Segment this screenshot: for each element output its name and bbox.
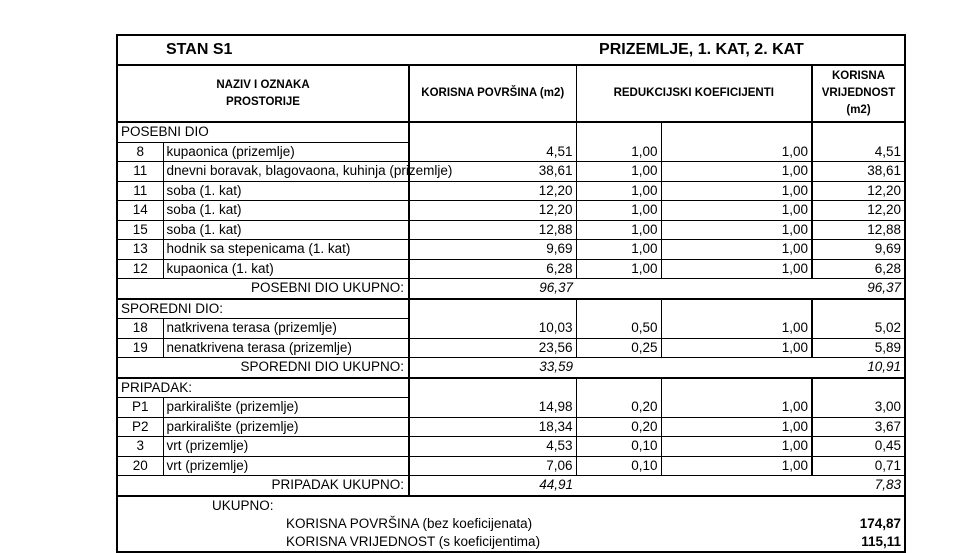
room-area: 4,53 — [409, 437, 576, 457]
table-row — [118, 142, 904, 162]
header-value-line2: VRIJEDNOST — [821, 87, 896, 99]
header-coef: REDUKCIJSKI KOEFICIJENTI — [576, 65, 812, 122]
room-value: 5,89 — [812, 338, 904, 358]
room-name: nenatkrivena terasa (prizemlje) — [166, 339, 352, 355]
room-coef-1: 0,50 — [576, 319, 661, 339]
room-value: 4,51 — [812, 142, 904, 162]
room-area: 38,61 — [409, 162, 576, 182]
room-name: vrt (prizemlje) — [163, 437, 409, 457]
table-row — [118, 437, 904, 457]
grand-total-header-row — [118, 496, 904, 515]
grand-value-label: KORISNA VRIJEDNOST (s koeficijentima) — [286, 533, 541, 549]
room-coef-1: 0,10 — [576, 437, 661, 457]
grand-area-row — [118, 515, 904, 533]
room-area: 7,06 — [409, 456, 576, 476]
room-coef-2: 1,00 — [661, 142, 812, 162]
table-row — [118, 456, 904, 476]
room-name: hodnik sa stepenicama (1. kat) — [163, 240, 409, 260]
room-name: soba (1. kat) — [163, 181, 409, 201]
section-total-row — [118, 476, 904, 496]
room-area: 10,03 — [409, 319, 576, 339]
section-total-label: POSEBNI DIO UKUPNO: — [118, 279, 409, 299]
room-name: dnevni boravak, blagovaona, kuhinja (prizemlje) — [163, 162, 409, 182]
room-coef-1: 0,25 — [576, 338, 661, 358]
room-coef-2: 1,00 — [661, 220, 812, 240]
room-coef-2: 1,00 — [661, 181, 812, 201]
room-area: 18,34 — [409, 417, 576, 437]
header-row — [118, 65, 904, 122]
room-id: 3 — [118, 437, 163, 457]
room-coef-2: 1,00 — [661, 398, 812, 418]
section-empty-c2 — [661, 378, 812, 398]
section-empty-val — [812, 122, 904, 142]
room-coef-1: 1,00 — [576, 220, 661, 240]
table-row — [118, 240, 904, 260]
room-name: kupaonica (1. kat) — [166, 260, 274, 276]
section-total-value: 10,91 — [812, 358, 904, 378]
header-value-line3: (m2) — [846, 104, 871, 116]
section-total-empty — [576, 476, 812, 496]
room-id: 8 — [118, 142, 163, 162]
room-coef-1: 1,00 — [576, 181, 661, 201]
section-total-empty — [576, 358, 812, 378]
section-total-area: 96,37 — [409, 279, 576, 299]
section-total-empty — [576, 279, 812, 299]
room-id: 15 — [118, 220, 163, 240]
room-area: 12,88 — [409, 220, 576, 240]
header-value-line1: KORISNA — [832, 70, 886, 82]
room-coef-1: 0,20 — [576, 398, 661, 418]
room-coef-1: 0,10 — [576, 456, 661, 476]
room-value: 12,20 — [812, 201, 904, 221]
section-total-label: SPOREDNI DIO UKUPNO: — [118, 358, 409, 378]
floors-title: PRIZEMLJE, 1. KAT, 2. KAT — [409, 36, 904, 65]
room-area: 12,20 — [409, 181, 576, 201]
room-name: soba (1. kat) — [163, 201, 409, 221]
room-coef-1: 1,00 — [576, 142, 661, 162]
table-row — [118, 162, 904, 182]
room-name: soba (1. kat) — [163, 220, 409, 240]
room-coef-1: 1,00 — [576, 162, 661, 182]
section-total-value: 7,83 — [812, 476, 904, 496]
table-row — [118, 201, 904, 221]
room-name: parkiralište (prizemlje) — [163, 417, 409, 437]
room-area: 14,98 — [409, 398, 576, 418]
room-id: 14 — [118, 201, 163, 221]
section-empty-area — [409, 122, 576, 142]
section-header-row — [118, 122, 904, 142]
table-row — [118, 338, 904, 358]
section-empty-val — [812, 378, 904, 398]
room-value: 9,69 — [812, 240, 904, 260]
room-area: 6,28 — [409, 259, 576, 279]
section-total-value: 96,37 — [812, 279, 904, 299]
room-coef-1: 1,00 — [576, 259, 661, 279]
section-empty-c1 — [576, 122, 661, 142]
section-empty-area — [409, 299, 576, 319]
section-total-label: PRIPADAK UKUPNO: — [118, 476, 409, 496]
grand-area-label: KORISNA POVRŠINA (bez koeficijenata) — [286, 515, 533, 531]
room-area: 9,69 — [409, 240, 576, 260]
header-value — [812, 65, 904, 122]
section-total-row — [118, 279, 904, 299]
room-value: 0,71 — [812, 456, 904, 476]
title-row — [118, 36, 904, 65]
room-coef-2: 1,00 — [661, 456, 812, 476]
room-area: 12,20 — [409, 201, 576, 221]
room-id: 12 — [118, 259, 163, 279]
room-name: natkrivena terasa (prizemlje) — [163, 319, 409, 339]
header-name-line1: NAZIV I OZNAKA — [216, 78, 310, 91]
room-value: 12,88 — [812, 220, 904, 240]
room-id: P2 — [118, 417, 163, 437]
room-id: 19 — [118, 338, 163, 358]
room-id: 13 — [118, 240, 163, 260]
room-name: kupaonica (prizemlje) — [163, 142, 409, 162]
header-name-line2: PROSTORIJE — [226, 95, 300, 108]
room-id: 11 — [118, 162, 163, 182]
room-coef-1: 0,20 — [576, 417, 661, 437]
room-coef-2: 1,00 — [661, 240, 812, 260]
room-coef-2: 1,00 — [661, 338, 812, 358]
area-table-sheet — [116, 34, 906, 553]
room-value: 0,45 — [812, 437, 904, 457]
grand-value-row — [118, 533, 904, 551]
room-id: 20 — [118, 456, 163, 476]
room-id: P1 — [118, 398, 163, 418]
room-id: 18 — [118, 319, 163, 339]
header-area: KORISNA POVRŠINA (m2) — [409, 65, 576, 122]
room-coef-2: 1,00 — [661, 417, 812, 437]
section-label: POSEBNI DIO — [118, 122, 409, 142]
section-total-area: 33,59 — [409, 358, 576, 378]
section-header-row — [118, 378, 904, 398]
room-value: 12,20 — [812, 181, 904, 201]
room-value: 38,61 — [812, 162, 904, 182]
section-label: PRIPADAK: — [118, 378, 409, 398]
grand-area-total: 174,87 — [859, 515, 902, 531]
table-row — [118, 259, 904, 279]
section-empty-val — [812, 299, 904, 319]
section-total-area: 44,91 — [409, 476, 576, 496]
section-empty-c2 — [661, 122, 812, 142]
section-empty-c1 — [576, 378, 661, 398]
table-row — [118, 319, 904, 339]
header-name — [118, 65, 409, 122]
room-coef-2: 1,00 — [661, 319, 812, 339]
room-coef-2: 1,00 — [661, 259, 812, 279]
section-label: SPOREDNI DIO: — [118, 299, 409, 319]
room-coef-1: 1,00 — [576, 201, 661, 221]
grand-total-label: UKUPNO: — [212, 497, 274, 513]
room-value: 3,67 — [812, 417, 904, 437]
room-id: 11 — [118, 181, 163, 201]
room-value: 3,00 — [812, 398, 904, 418]
area-table — [118, 36, 904, 551]
table-row — [118, 417, 904, 437]
table-row — [118, 220, 904, 240]
room-coef-2: 1,00 — [661, 162, 812, 182]
room-coef-2: 1,00 — [661, 201, 812, 221]
section-empty-c2 — [661, 299, 812, 319]
room-value: 6,28 — [812, 259, 904, 279]
room-name: parkiralište (prizemlje) — [163, 398, 409, 418]
grand-value-total: 115,11 — [861, 533, 902, 549]
section-header-row — [118, 299, 904, 319]
room-coef-1: 1,00 — [576, 240, 661, 260]
room-area: 23,56 — [409, 338, 576, 358]
section-empty-c1 — [576, 299, 661, 319]
room-name: vrt (prizemlje) — [166, 457, 249, 473]
table-row — [118, 398, 904, 418]
table-row — [118, 181, 904, 201]
section-empty-area — [409, 378, 576, 398]
room-area: 4,51 — [409, 142, 576, 162]
section-total-row — [118, 358, 904, 378]
room-value: 5,02 — [812, 319, 904, 339]
unit-title: STAN S1 — [118, 36, 409, 65]
room-coef-2: 1,00 — [661, 437, 812, 457]
